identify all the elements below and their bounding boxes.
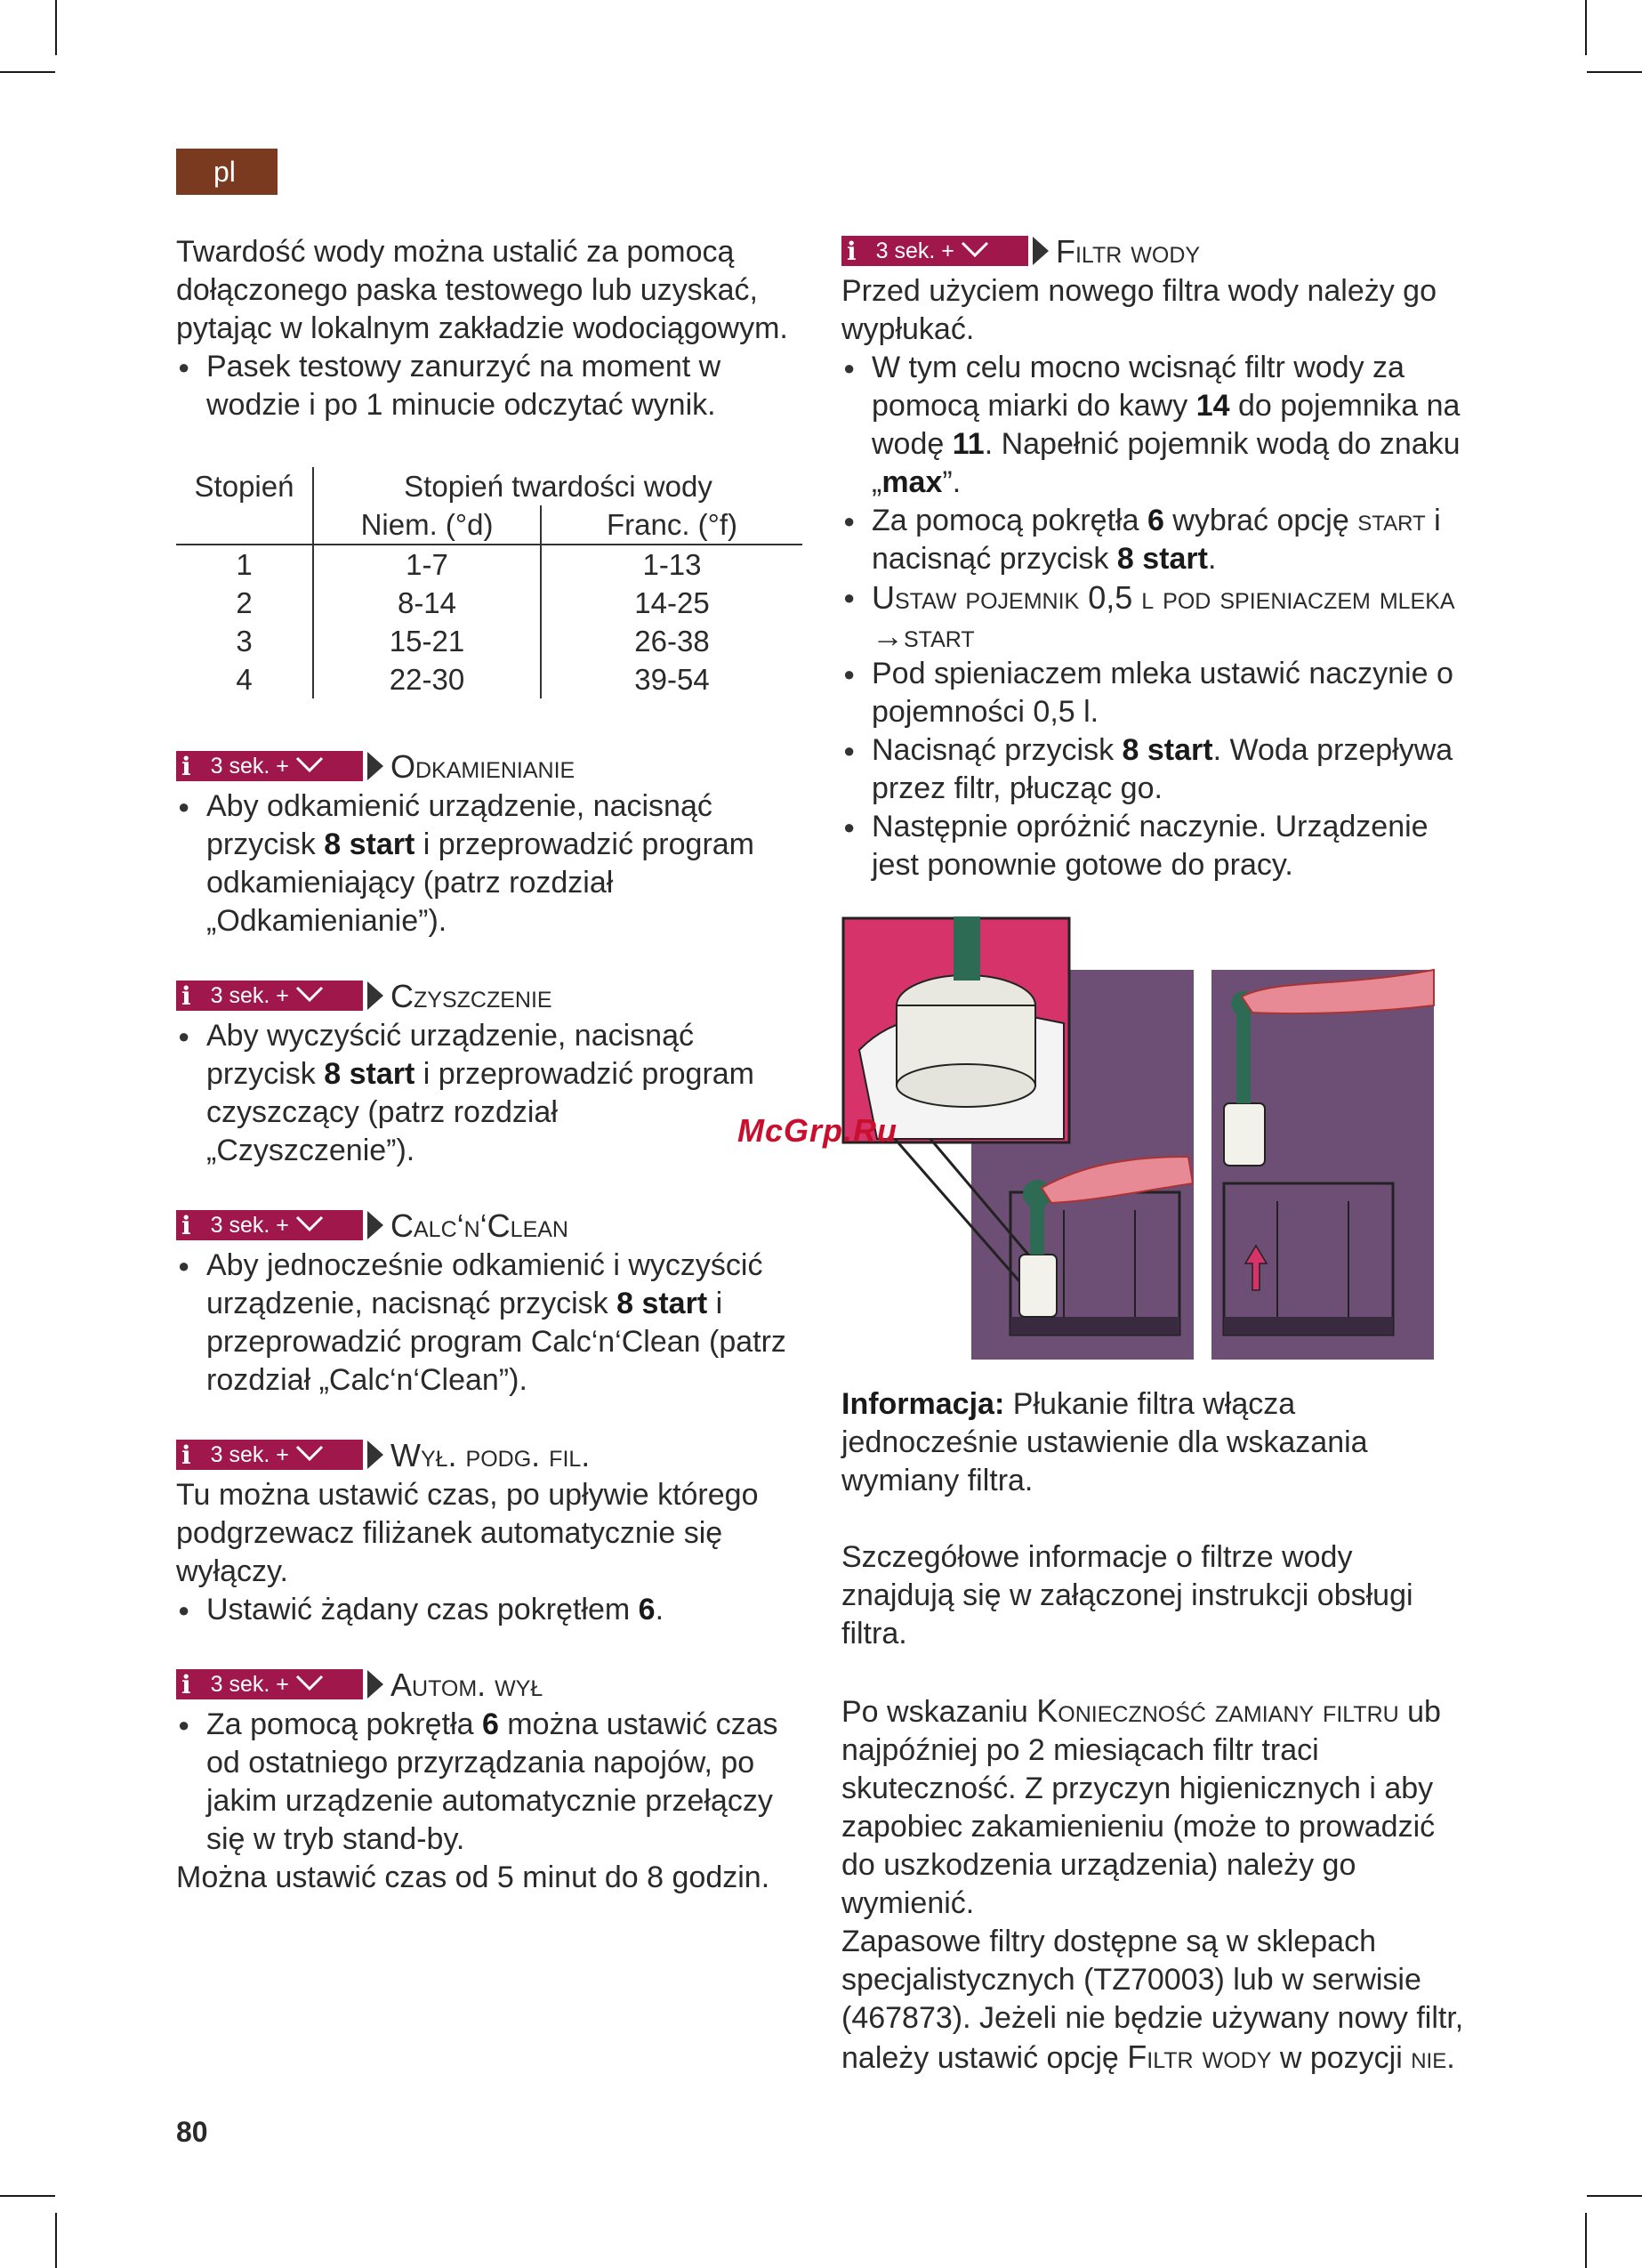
chevron-down-icon — [294, 977, 325, 1015]
cell-level: 2 — [176, 584, 313, 622]
left-column — [176, 233, 803, 1897]
menu-badge — [176, 1210, 363, 1240]
col-fr-header: Franc. (°f) — [606, 508, 738, 541]
badge-text: 3 sek. + — [210, 982, 289, 1008]
info-icon: i — [847, 236, 857, 266]
col-hardness-header: Stopień twardości wody — [404, 470, 712, 503]
section-header-wyl-podg-fil — [176, 1437, 803, 1473]
section-header-czyszczenie — [176, 978, 803, 1013]
triangle-right-icon — [367, 1441, 383, 1469]
language-tab: pl — [176, 149, 278, 195]
cell-fr: 1-13 — [642, 548, 702, 581]
chevron-down-icon — [294, 1436, 325, 1474]
list-item: ● Aby jednocześnie odkamienić i wyczyścić urządzenie, nacisnąć przycisk 8 start i przeprowadzić program Calc‘n‘Clean (patrz rozdział „Calc‘n‘Clean”). — [176, 1247, 803, 1400]
cell-de: 8-14 — [313, 584, 541, 622]
list-item: ● Za pomocą pokrętła 6 można ustawić czas od ostatniego przyrządzania napojów, po jakim urządzenie automatycznie przełączy się w tryb stand-by. — [176, 1706, 803, 1859]
crop-mark — [1585, 2213, 1587, 2268]
watermark: McGrp.Ru — [737, 1112, 898, 1149]
menu-badge — [176, 981, 363, 1011]
section-title: Calc‘n‘Clean — [390, 1207, 568, 1244]
section-title: Wył. podg. fil. — [390, 1436, 591, 1473]
section-title: Odkamienianie — [390, 747, 576, 785]
right-column — [841, 233, 1469, 884]
table-row — [176, 545, 802, 584]
section-header-calcnclean — [176, 1207, 803, 1243]
paragraph: Można ustawić czas od 5 minut do 8 godzin. — [176, 1860, 770, 1894]
triangle-right-icon — [367, 1211, 383, 1239]
col-de-header: Niem. (°d) — [313, 505, 541, 545]
badge-text: 3 sek. + — [210, 753, 289, 779]
list-item: ● Ustaw pojemnik 0,5 l pod spieniaczem mleka →start — [841, 578, 1469, 655]
list-item: ● Nacisnąć przycisk 8 start. Woda przepływa przez filtr, płucząc go. — [841, 731, 1469, 808]
cell-level: 1 — [176, 545, 313, 584]
replace-paragraph: Po wskazaniu Konieczność zamiany filtru ub najpóźniej po 2 miesiącach filtr traci skuteczność. Z przyczyn higienicznych i aby zapobiec zakamienieniu (może to prowadzić do uszkodzenia urządzenia) należy go wymienić. — [841, 1692, 1441, 1920]
table-row — [176, 584, 802, 622]
crop-mark — [1587, 71, 1642, 73]
crop-mark — [55, 0, 57, 55]
section-title: Autom. wył — [390, 1666, 543, 1703]
menu-badge — [841, 236, 1028, 266]
intro-bullet: ● Pasek testowy zanurzyć na moment w wodzie i po 1 minucie odczytać wynik. — [176, 348, 803, 424]
crop-mark — [0, 2195, 55, 2197]
list-item: ● Następnie opróżnić naczynie. Urządzenie jest ponownie gotowe do pracy. — [841, 808, 1469, 884]
info-icon: i — [181, 1669, 191, 1699]
paragraph: Tu można ustawić czas, po upływie którego podgrzewacz filiżanek automatycznie się wyłączy. — [176, 1478, 759, 1588]
right-column-lower — [841, 1385, 1469, 2078]
cell-de: 15-21 — [313, 622, 541, 660]
cell-fr: 14-25 — [634, 586, 710, 619]
info-icon: i — [181, 1210, 191, 1240]
list-item: ● Za pomocą pokrętła 6 wybrać opcję start i nacisnąć przycisk 8 start. — [841, 502, 1469, 578]
menu-badge — [176, 751, 363, 781]
page-number: 80 — [176, 2116, 208, 2148]
cell-level: 3 — [176, 622, 313, 660]
list-item: ● W tym celu mocno wcisnąć filtr wody za pomocą miarki do kawy 14 do pojemnika na wodę 11. Napełnić pojemnik wodą do znaku „max”. — [841, 349, 1469, 502]
info-icon: i — [181, 1440, 191, 1470]
col-level-header: Stopień — [176, 467, 313, 545]
table-row — [176, 622, 802, 660]
cell-de: 22-30 — [313, 660, 541, 698]
crop-mark — [55, 2213, 57, 2268]
badge-text: 3 sek. + — [210, 1441, 289, 1467]
info-paragraph: Informacja: Płukanie filtra włącza jednocześnie ustawienie dla wskazania wymiany filtra. — [841, 1387, 1368, 1497]
triangle-right-icon — [367, 752, 383, 780]
filter-illustration — [841, 916, 1437, 1363]
spare-paragraph: Zapasowe filtry dostępne są w sklepach specjalistycznych (TZ70003) lub w serwisie (467873). Jeżeli nie będzie używany nowy filtr, należy ustawić opcję Filtr wody w pozycji nie. — [841, 1925, 1464, 2075]
chevron-down-icon — [294, 1207, 325, 1245]
cell-fr: 26-38 — [634, 625, 710, 658]
section-title: Czyszczenie — [390, 977, 552, 1014]
hardness-table — [176, 467, 802, 698]
table-row — [176, 660, 802, 698]
badge-text: 3 sek. + — [210, 1671, 289, 1697]
list-item: ● Pod spieniaczem mleka ustawić naczynie o pojemności 0,5 l. — [841, 655, 1469, 731]
crop-mark — [1585, 0, 1587, 55]
triangle-right-icon — [367, 981, 383, 1010]
triangle-right-icon — [1033, 237, 1049, 265]
section-title: Filtr wody — [1056, 232, 1201, 270]
menu-badge — [176, 1440, 363, 1470]
list-item: ● Aby odkamienić urządzenie, nacisnąć przycisk 8 start i przeprowadzić program odkamieniający (patrz rozdział „Odkamienianie”). — [176, 787, 803, 940]
cell-de: 1-7 — [313, 545, 541, 584]
badge-text: 3 sek. + — [875, 238, 954, 263]
info-icon: i — [181, 981, 191, 1011]
chevron-down-icon — [294, 1666, 325, 1704]
info-icon: i — [181, 751, 191, 781]
chevron-down-icon — [294, 747, 325, 786]
section-header-filtr-wody — [841, 233, 1469, 269]
badge-text: 3 sek. + — [210, 1212, 289, 1238]
chevron-down-icon — [960, 232, 990, 270]
cell-fr: 39-54 — [634, 663, 710, 696]
section-header-autom-wyl — [176, 1667, 803, 1702]
intro-text: Twardość wody można ustalić za pomocą dołączonego paska testowego lub uzyskać, pytając w lokalnym zakładzie wodociągowym. — [176, 235, 788, 345]
crop-mark — [0, 71, 55, 73]
list-item: ● Ustawić żądany czas pokrętłem 6. — [176, 1591, 803, 1629]
menu-badge — [176, 1669, 363, 1699]
details-paragraph: Szczegółowe informacje o filtrze wody znajdują się w załączonej instrukcji obsługi filtra. — [841, 1540, 1413, 1651]
paragraph: Przed użyciem nowego filtra wody należy go wypłukać. — [841, 274, 1437, 346]
crop-mark — [1587, 2195, 1642, 2197]
section-header-odkamienianie — [176, 748, 803, 784]
triangle-right-icon — [367, 1670, 383, 1699]
cell-level: 4 — [176, 660, 313, 698]
list-item: ● Aby wyczyścić urządzenie, nacisnąć przycisk 8 start i przeprowadzić program czyszczący (patrz rozdział „Czyszczenie”). — [176, 1017, 767, 1170]
